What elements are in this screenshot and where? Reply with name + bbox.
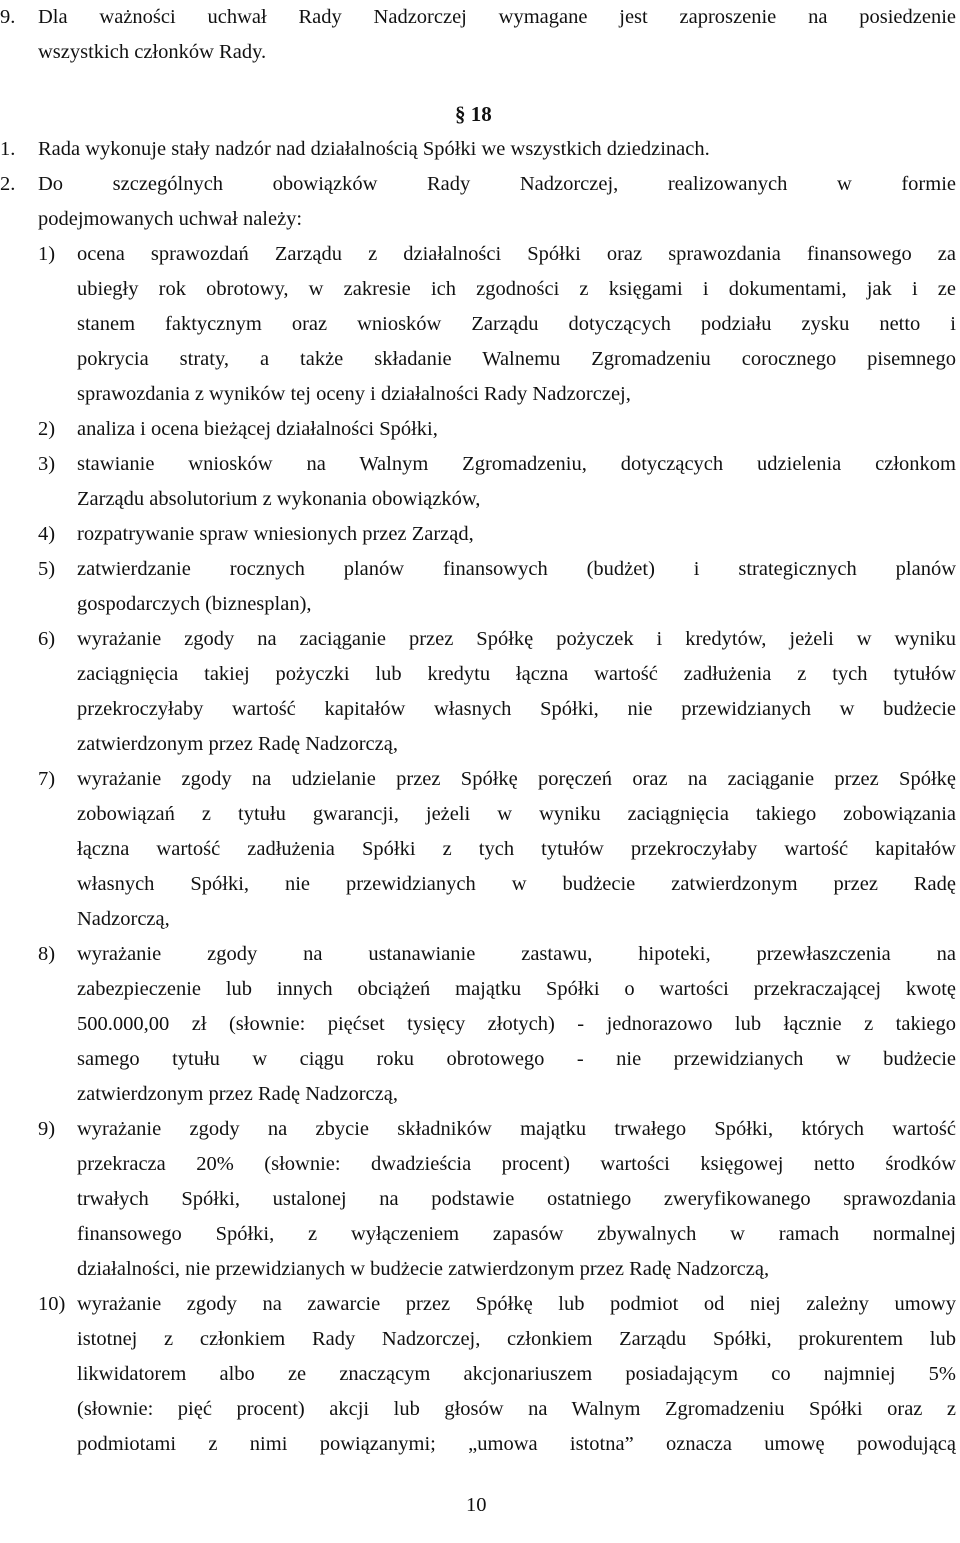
list-item-line: zobowiązań z tytułu gwarancji, jeżeli w wyniku zaciągnięcia takiego zobowiązania — [77, 803, 956, 825]
list-item-line: stanem faktycznym oraz wniosków Zarządu dotyczących podziału zysku netto i — [77, 313, 956, 335]
list-item-line: przekracza 20% (słownie: dwadzieścia procent) wartości księgowej netto środków — [77, 1153, 956, 1175]
list-item-line: zatwierdzanie rocznych planów finansowych (budżet) i strategicznych planów — [77, 558, 956, 580]
list-item-line: analiza i ocena bieżącej działalności Spółki, — [77, 418, 438, 440]
list-item-line: trwałych Spółki, ustalonej na podstawie ostatniego zweryfikowanego sprawozdania — [77, 1188, 956, 1210]
list-item-number: 2) — [38, 418, 56, 440]
list-item-line: działalności, nie przewidzianych w budżecie zatwierdzonym przez Radę Nadzorczą, — [77, 1258, 770, 1280]
list-item-line: przekroczyłaby wartość kapitałów własnych Spółki, nie przewidzianych w budżecie — [77, 698, 956, 720]
point-2-number: 2. — [0, 173, 16, 195]
list-item-line: Nadzorczą, — [77, 908, 170, 930]
list-item-line: sprawozdania z wyników tej oceny i działalności Rady Nadzorczej, — [77, 383, 631, 405]
list-item-line: wyrażanie zgody na udzielanie przez Spółkę poręczeń oraz na zaciąganie przez Spółkę — [77, 768, 956, 790]
list-item-line: wyrażanie zgody na ustanawianie zastawu, hipoteki, przewłaszczenia na — [77, 943, 956, 965]
list-item-number: 8) — [38, 943, 56, 965]
point-2-line: Do szczególnych obowiązków Rady Nadzorczej, realizowanych w formie — [38, 173, 956, 195]
page-number: 10 — [466, 1494, 487, 1516]
list-item-number: 9) — [38, 1118, 56, 1140]
list-item-line: podmiotami z nimi powiązanymi; „umowa istotna” oznacza umowę powodującą — [77, 1433, 956, 1455]
list-item-line: gospodarczych (biznesplan), — [77, 593, 312, 615]
list-item-number: 1) — [38, 243, 56, 265]
list-item-number: 10) — [38, 1293, 66, 1315]
list-item-number: 4) — [38, 523, 56, 545]
point-9-number: 9. — [0, 6, 16, 28]
list-item-line: stawianie wniosków na Walnym Zgromadzeniu, dotyczących udzielenia członkom — [77, 453, 956, 475]
list-item-line: łączna wartość zadłużenia Spółki z tych tytułów przekroczyłaby wartość kapitałów — [77, 838, 956, 860]
list-item-line: ocena sprawozdań Zarządu z działalności Spółki oraz sprawozdania finansowego za — [77, 243, 956, 265]
list-item-line: zaciągnięcia takiej pożyczki lub kredytu łączna wartość zadłużenia z tych tytułów — [77, 663, 956, 685]
list-item-line: istotnej z członkiem Rady Nadzorczej, członkiem Zarządu Spółki, prokurentem lub — [77, 1328, 956, 1350]
list-item-line: (słownie: pięć procent) akcji lub głosów na Walnym Zgromadzeniu Spółki oraz z — [77, 1398, 956, 1420]
point-1-text: Rada wykonuje stały nadzór nad działalnością Spółki we wszystkich dziedzinach. — [38, 138, 710, 160]
list-item-line: rozpatrywanie spraw wniesionych przez Zarząd, — [77, 523, 474, 545]
list-item-line: likwidatorem albo ze znaczącym akcjonariuszem posiadającym co najmniej 5% — [77, 1363, 956, 1385]
list-item-line: wyrażanie zgody na zawarcie przez Spółkę lub podmiot od niej zależny umowy — [77, 1293, 956, 1315]
list-item-line: finansowego Spółki, z wyłączeniem zapasów zbywalnych w ramach normalnej — [77, 1223, 956, 1245]
list-item-line: samego tytułu w ciągu roku obrotowego - nie przewidzianych w budżecie — [77, 1048, 956, 1070]
list-item-line: wyrażanie zgody na zbycie składników majątku trwałego Spółki, których wartość — [77, 1118, 956, 1140]
point-9-line: wszystkich członków Rady. — [38, 41, 267, 63]
list-item-line: ubiegły rok obrotowy, w zakresie ich zgodności z księgami i dokumentami, jak i ze — [77, 278, 956, 300]
list-item-line: zatwierdzonym przez Radę Nadzorczą, — [77, 733, 398, 755]
list-item-number: 6) — [38, 628, 56, 650]
list-item-line: Zarządu absolutorium z wykonania obowiązków, — [77, 488, 481, 510]
list-item-line: własnych Spółki, nie przewidzianych w budżecie zatwierdzonym przez Radę — [77, 873, 956, 895]
list-item-number: 5) — [38, 558, 56, 580]
point-9-line: Dla ważności uchwał Rady Nadzorczej wymagane jest zaproszenie na posiedzenie — [38, 6, 956, 28]
list-item-line: wyrażanie zgody na zaciąganie przez Spółkę pożyczek i kredytów, jeżeli w wyniku — [77, 628, 956, 650]
list-item-number: 3) — [38, 453, 56, 475]
list-item-line: zatwierdzonym przez Radę Nadzorczą, — [77, 1083, 398, 1105]
point-1-number: 1. — [0, 138, 16, 160]
list-item-line: 500.000,00 zł (słownie: pięćset tysięcy złotych) - jednorazowo lub łącznie z takiego — [77, 1013, 956, 1035]
point-2-line: podejmowanych uchwał należy: — [38, 208, 303, 230]
list-item-number: 7) — [38, 768, 56, 790]
list-item-line: zabezpieczenie lub innych obciążeń majątku Spółki o wartości przekraczającej kwotę — [77, 978, 956, 1000]
list-item-line: pokrycia straty, a także składanie Walnemu Zgromadzeniu corocznego pisemnego — [77, 348, 956, 370]
section-heading: § 18 — [455, 102, 492, 126]
